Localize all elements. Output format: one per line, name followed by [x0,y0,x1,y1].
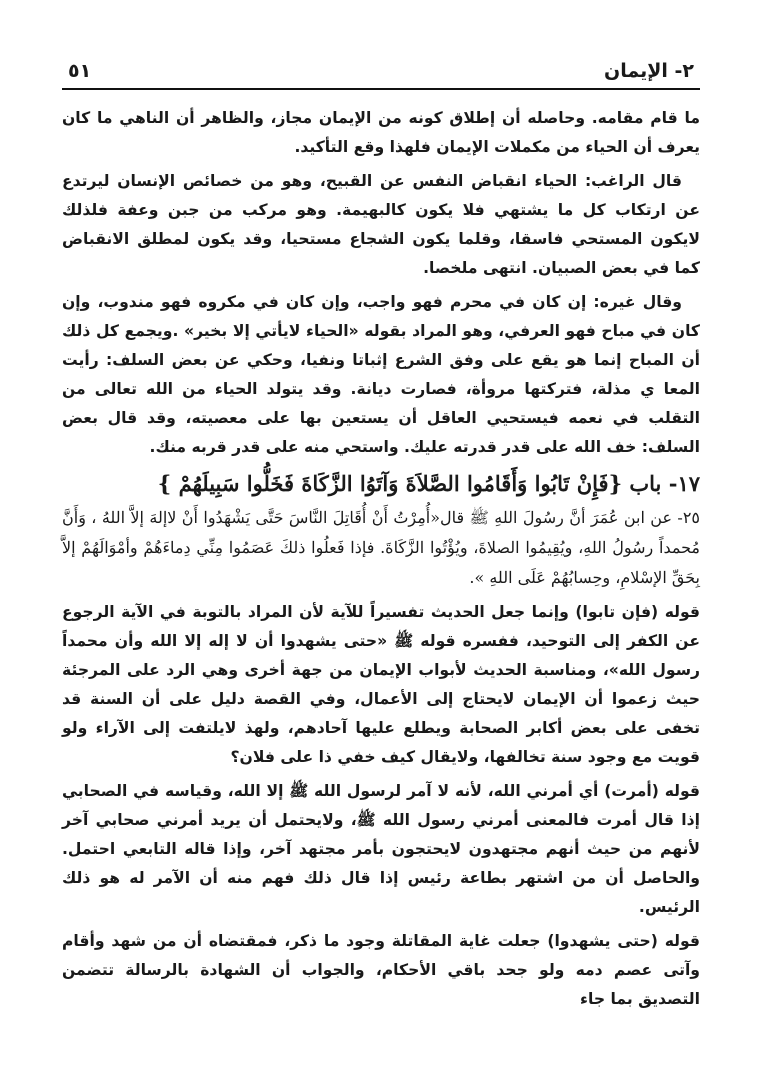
page-body [62,104,700,1014]
chapter-title: ٢- الإيمان [604,60,694,82]
running-head [62,60,700,90]
paragraph: ما قام مقامه. وحاصله أن إطلاق كونه من الإيمان مجاز، والظاهر أن الناهي ما كان يعرف أن الحياء من مكملات الإيمان فلهذا وقع التأكيد. [62,109,700,156]
commentary-paragraph [62,777,700,922]
commentary-keyword: قوله [664,782,700,800]
paragraph: وقال غيره: إن كان في محرم فهو واجب، وإن كان في مكروه فهو مندوب، وإن كان في مباح فهو العرفي، وهو المراد بقوله «الحياء لايأتي إلا بخير» .ويجمع كل ذلك أن المباح إنما هو يقع على وفق الشرع إثباتا ونفيا، وحكي عن بعض السلف: رأيت المعا ي مذلة، فتركتها مروأة، فصارت ديانة. وقد يتولد الحياء من الله تعالى من التقلب في نعمه فيستحيي العاقل أن يستعين بها على معصيته، وقد قال بعض السلف: خف الله على قدر قدرته عليك. واستحي منه على قدر قربه منك. [62,293,700,456]
paragraph: قال الراغب: الحياء انقباض النفس عن القبيح، وهو من خصائص الإنسان ليرتدع عن ارتكاب كل ما يشتهي فلا يكون كالبهيمة. وهو مركب من جبن وعفة فلذلك لايكون المستحي فاسقا، وقلما يكون الشجاع مستحيا، وقد يكون لمطلق الانقباض كما في بعض الصبيان. انتهى ملخصا. [62,172,700,277]
commentary-paragraph [62,927,700,1014]
page-number: ٥١ [68,60,92,82]
commentary-text: (أمرت) أي أمرني الله، لأنه لا آمر لرسول الله ﷺ إلا الله، وقياسه في الصحابي إذا قال أمرت فالمعنى أمرني رسول الله ﷺ، ولايحتمل أن يريد أمرني صحابي آخر لأنهم من حيث أنهم مجتهدون لايحتجون بأمر مجتهد آخر، وإذا قاله التابعي احتمل. والحاصل أن من اشتهر بطاعة رئيس إذا قال ذلك فهم منه أن الآمر له هو ذلك الرئيس. [62,782,700,916]
commentary-paragraph [62,598,700,772]
commentary-text: (فإن تابوا) وإنما جعل الحديث تفسيراً للآية لأن المراد بالتوبة في الآية الرجوع عن الكفر إلى التوحيد، ففسره قوله ﷺ «حتى يشهدوا أن لا إله إلا الله وأن محمداً رسول الله»، ومناسبة الحديث لأبواب الإيمان من جهة أخرى وهي الرد على المرجئة حيث زعموا أن الإيمان لايحتاج إلى الأعمال، وفي القصة دليل على أن السنة قد تخفى على بعض أكابر الصحابة ويطلع عليها آحادهم، ولهذ لايلتفت إلى الآراء ولو قويت مع وجود سنة تخالفها، ولايقال كيف خفي ذا على فلان؟ [62,603,700,766]
commentary-text: (حتى يشهدوا) جعلت غاية المقاتلة وجود ما ذكر، فمقتضاه أن من شهد وأقام وآتى عصم دمه ولو جحد باقي الأحكام، والجواب أن الشهادة بالرسالة تتضمن التصديق بما جاء [62,932,700,1008]
commentary-keyword: قوله [664,603,700,621]
commentary-keyword: قوله [664,932,700,950]
chapter-heading: ١٧- باب {فَإِنْ تَابُوا وَأَقَامُوا الصَّلاَةَ وَآتَوُا الزَّكَاةَ فَخَلُّوا سَبِيلَهُمْ } [157,471,700,496]
hadith-text: ٢٥- عن ابن عُمَرَ أنَّ رسُولَ اللهِ ﷺ قال«أُمِرْتُ أَنْ أُقَاتِلَ النَّاسَ حَتَّى يَشْهَدُوا أَنْ لاإلهَ إلاَّ اللهُ ، وَأَنَّ مُحمداً رسُولُ اللهِ، ويُقِيمُوا الصلاةَ، ويُؤْتُوا الزَّكَاةَ. فإذا فَعلُوا ذلكَ عَصَمُوا مِنِّي دِماءَهُمْ وأمْوَالَهُمْ إلاَّ بِحَقِّ الإسْلامِ، وحِسابُهُمْ عَلَى اللهِ ». [62,508,701,587]
